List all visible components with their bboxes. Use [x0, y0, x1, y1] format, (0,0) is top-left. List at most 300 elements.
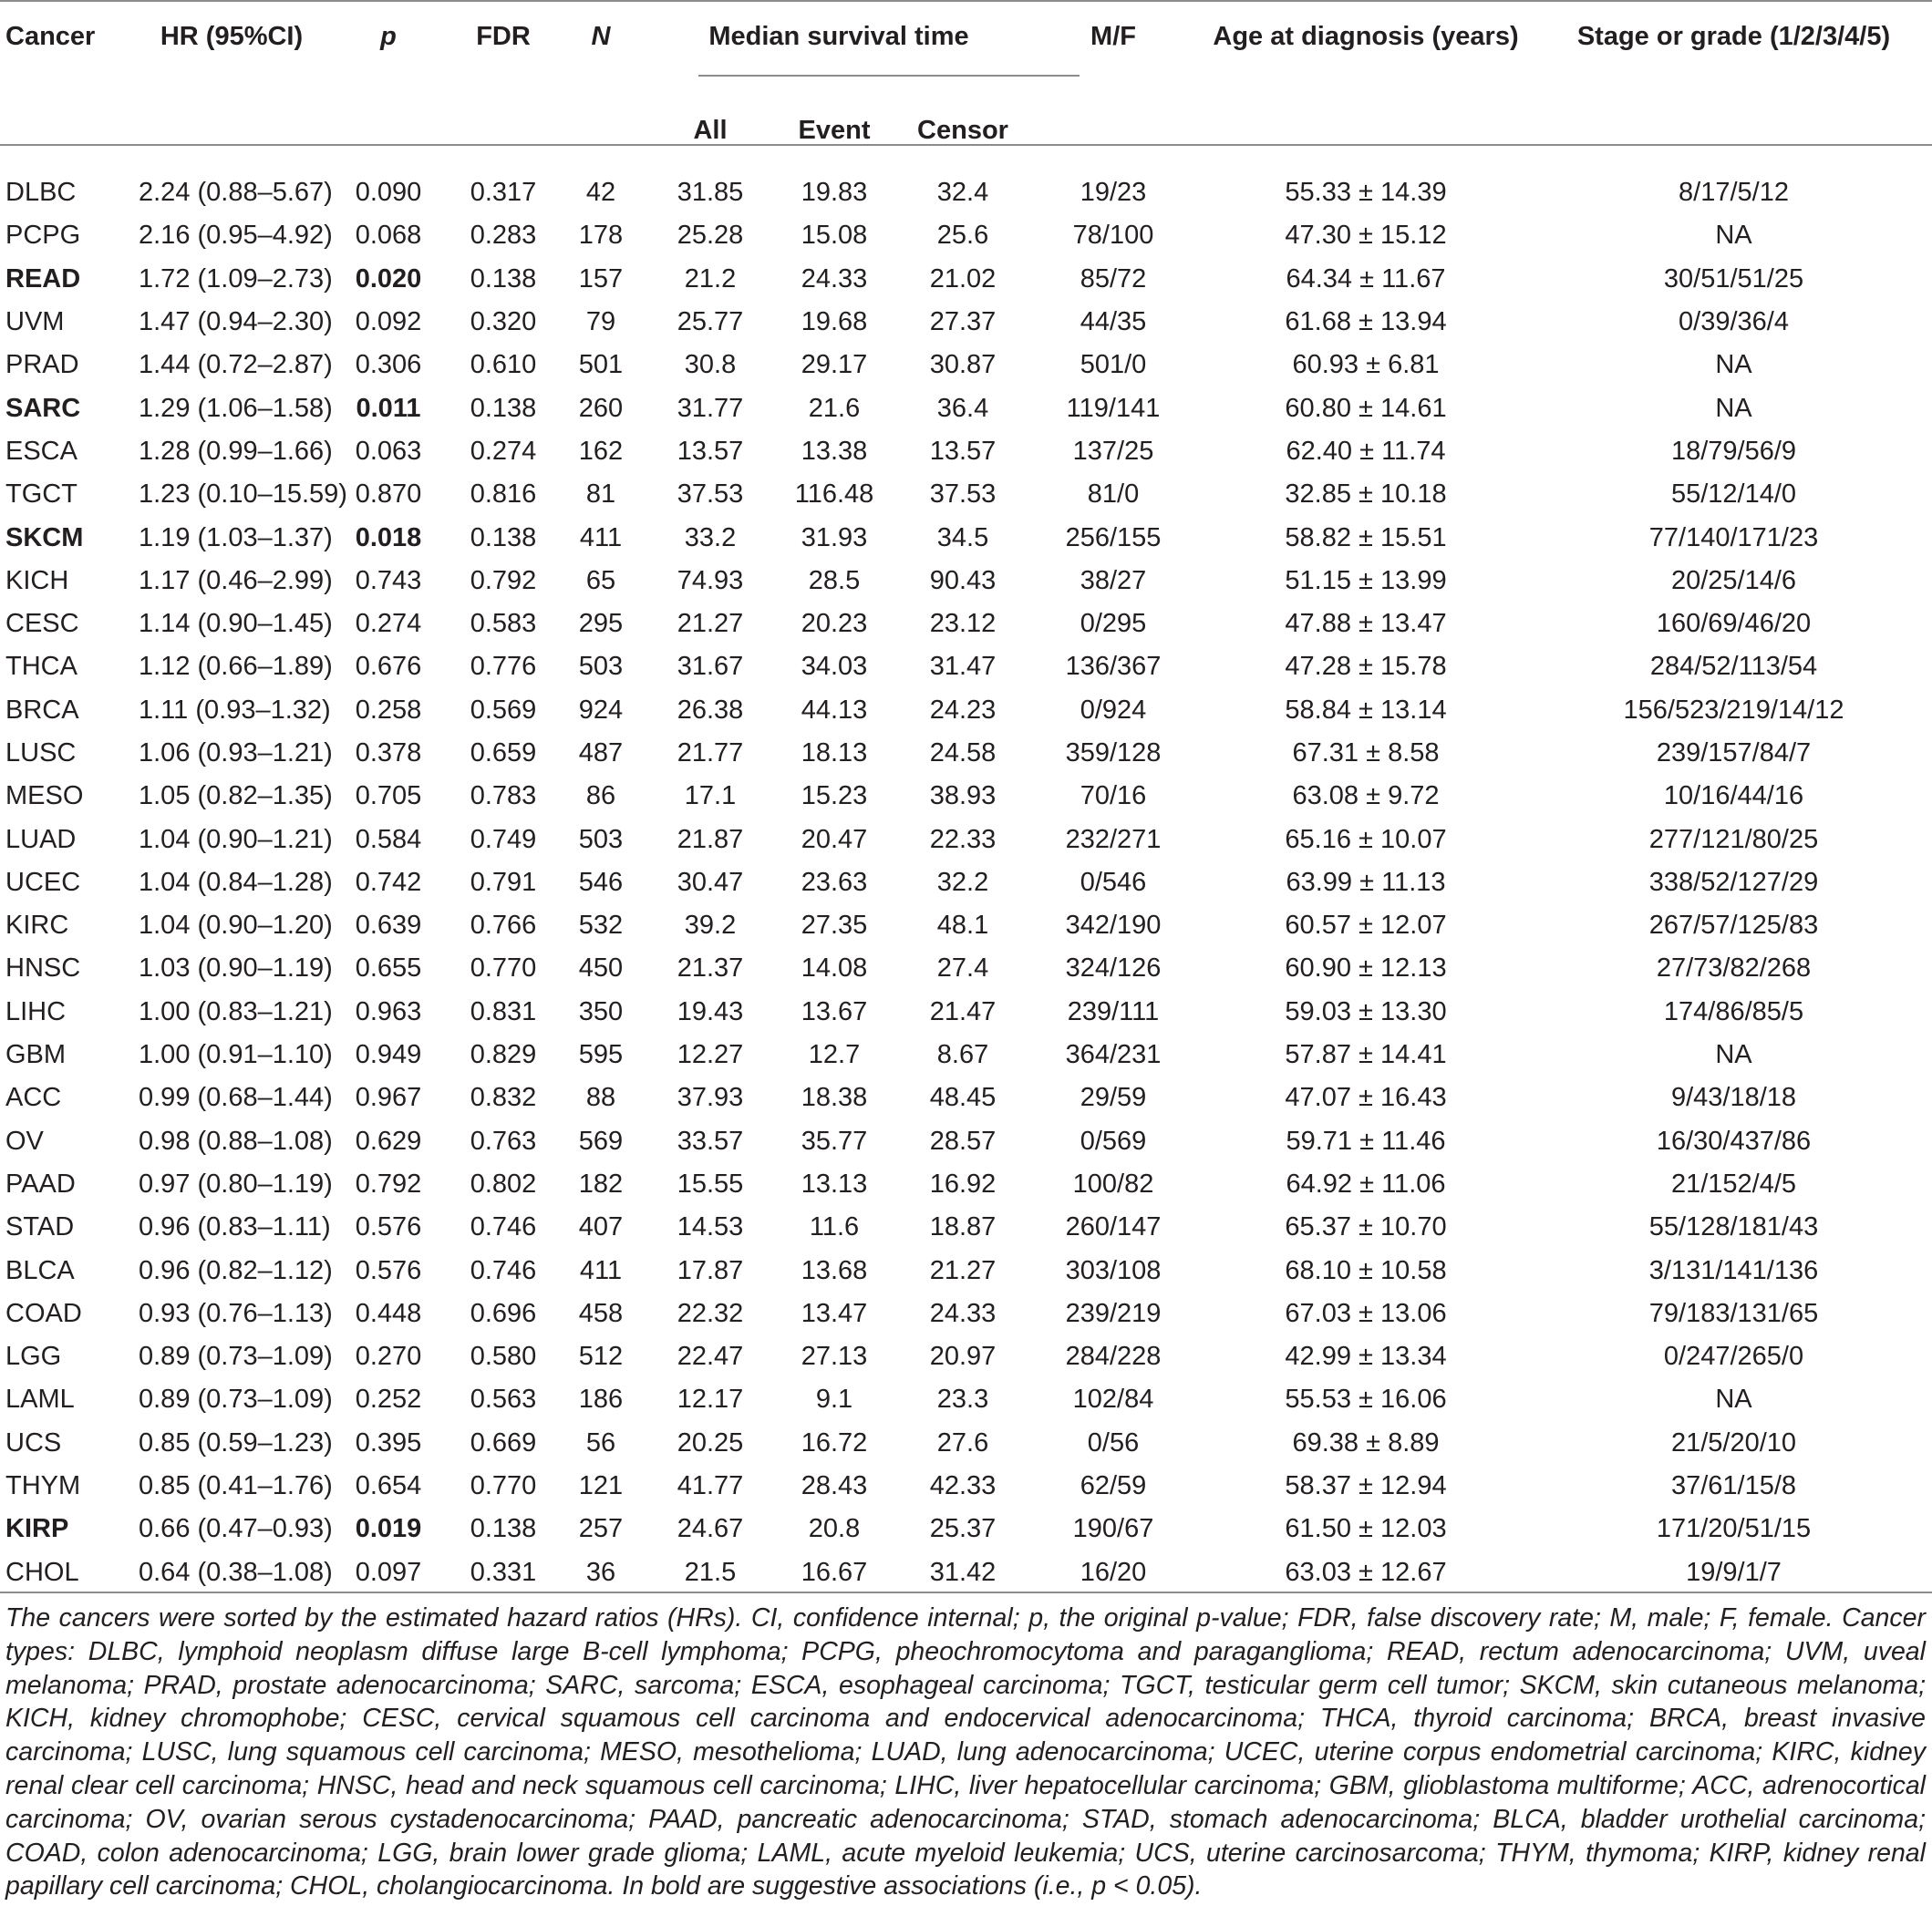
cell-all: 30.8: [684, 350, 737, 380]
cell-n: 595: [578, 1040, 624, 1070]
cell-mf: 342/190: [1065, 911, 1162, 941]
cell-censor: 30.87: [929, 350, 997, 380]
cell-censor: 32.4: [936, 178, 989, 208]
cell-stage: 18/79/56/9: [1670, 436, 1797, 466]
cell-event: 21.6: [808, 393, 861, 423]
cell-fdr: 0.770: [470, 1471, 537, 1501]
cell-hr: 0.85 (0.59–1.23): [139, 1427, 333, 1458]
cell-fdr: 0.283: [470, 221, 537, 251]
cell-n: 86: [585, 781, 616, 811]
cell-censor: 48.45: [929, 1083, 997, 1113]
cell-n: 411: [579, 522, 623, 552]
cell-all: 17.87: [677, 1255, 744, 1285]
cell-n: 56: [585, 1427, 616, 1458]
cell-censor: 31.42: [929, 1557, 997, 1587]
cell-fdr: 0.832: [470, 1083, 537, 1113]
table-row: [0, 258, 1932, 301]
cell-p: 0.274: [355, 609, 422, 639]
cell-mf: 324/126: [1065, 953, 1162, 984]
cell-hr: 1.23 (0.10–15.59): [139, 479, 347, 510]
cell-mf: 85/72: [1080, 263, 1147, 294]
cell-stage: 0/39/36/4: [1679, 307, 1789, 337]
cell-censor: 13.57: [929, 436, 997, 466]
cell-hr: 1.04 (0.84–1.28): [139, 867, 333, 897]
cell-stage: 174/86/85/5: [1663, 996, 1804, 1026]
cell-cancer: BRCA: [5, 695, 79, 725]
cell-n: 450: [578, 953, 624, 984]
cell-age: 65.37 ± 10.70: [1285, 1212, 1447, 1242]
cell-censor: 24.23: [929, 695, 997, 725]
cell-event: 27.13: [801, 1342, 868, 1372]
cell-age: 47.28 ± 15.78: [1285, 652, 1447, 682]
cell-hr: 1.04 (0.90–1.21): [139, 824, 333, 854]
cell-censor: 38.93: [929, 781, 997, 811]
table-row: [0, 1378, 1932, 1421]
cell-hr: 1.44 (0.72–2.87): [139, 350, 333, 380]
cell-event: 16.72: [801, 1427, 868, 1458]
table-row: [0, 1293, 1932, 1335]
table-row: [0, 603, 1932, 645]
header-median-survival: Median survival time: [708, 22, 969, 51]
cell-event: 31.93: [801, 522, 868, 552]
cell-stage: 16/30/437/86: [1656, 1126, 1812, 1156]
cell-event: 19.83: [801, 178, 868, 208]
cell-event: 9.1: [815, 1385, 853, 1415]
cell-age: 58.82 ± 15.51: [1285, 522, 1447, 552]
cell-mf: 303/108: [1065, 1255, 1162, 1285]
cell-stage: 171/20/51/15: [1656, 1514, 1812, 1544]
cell-n: 924: [578, 695, 624, 725]
table-row: [0, 430, 1932, 473]
cell-hr: 1.05 (0.82–1.35): [139, 781, 333, 811]
cell-all: 33.57: [677, 1126, 744, 1156]
cell-age: 47.30 ± 15.12: [1285, 221, 1447, 251]
cell-stage: NA: [1715, 1385, 1752, 1415]
cell-event: 116.48: [794, 479, 874, 510]
cell-all: 24.67: [677, 1514, 744, 1544]
cell-event: 13.13: [801, 1169, 868, 1199]
cell-age: 61.68 ± 13.94: [1285, 307, 1447, 337]
cell-hr: 1.04 (0.90–1.20): [139, 911, 333, 941]
cell-event: 18.38: [801, 1083, 868, 1113]
cell-cancer: PRAD: [5, 350, 79, 380]
cell-all: 21.87: [677, 824, 744, 854]
cell-mf: 19/23: [1080, 178, 1147, 208]
cell-p: 0.252: [355, 1385, 422, 1415]
cell-p: 0.018: [355, 522, 422, 552]
cell-mf: 136/367: [1065, 652, 1162, 682]
cell-all: 22.32: [677, 1298, 744, 1328]
cell-n: 260: [578, 393, 624, 423]
cell-all: 41.77: [677, 1471, 744, 1501]
cell-age: 55.53 ± 16.06: [1285, 1385, 1447, 1415]
cell-event: 16.67: [801, 1557, 868, 1587]
cell-all: 20.25: [677, 1427, 744, 1458]
table-row: [0, 516, 1932, 559]
cell-age: 47.88 ± 13.47: [1285, 609, 1447, 639]
cell-hr: 1.17 (0.46–2.99): [139, 565, 333, 595]
cell-age: 60.90 ± 12.13: [1285, 953, 1447, 984]
cell-hr: 1.29 (1.06–1.58): [139, 393, 333, 423]
cell-mf: 16/20: [1080, 1557, 1147, 1587]
cell-fdr: 0.696: [470, 1298, 537, 1328]
cell-mf: 232/271: [1065, 824, 1162, 854]
table-body: [0, 166, 1932, 1594]
cell-n: 42: [585, 178, 616, 208]
cell-p: 0.395: [355, 1427, 422, 1458]
cell-all: 31.85: [677, 178, 744, 208]
cell-cancer: LIHC: [5, 996, 67, 1026]
cell-censor: 21.02: [929, 263, 997, 294]
table-row: [0, 1422, 1932, 1465]
cell-event: 18.13: [801, 738, 868, 768]
header-age: Age at diagnosis (years): [1213, 22, 1519, 51]
cell-fdr: 0.746: [470, 1255, 537, 1285]
cell-censor: 31.47: [929, 652, 997, 682]
cell-all: 13.57: [677, 436, 744, 466]
cell-event: 28.43: [801, 1471, 868, 1501]
table-row: [0, 732, 1932, 775]
cell-hr: 2.24 (0.88–5.67): [139, 178, 333, 208]
cell-age: 62.40 ± 11.74: [1286, 436, 1446, 466]
cell-all: 14.53: [677, 1212, 744, 1242]
cell-p: 0.742: [355, 867, 422, 897]
cell-hr: 0.89 (0.73–1.09): [139, 1385, 333, 1415]
cell-fdr: 0.749: [470, 824, 537, 854]
cell-cancer: READ: [5, 263, 81, 294]
cell-event: 34.03: [801, 652, 868, 682]
header-n: N: [591, 22, 611, 51]
cell-p: 0.378: [355, 738, 422, 768]
cell-p: 0.639: [355, 911, 422, 941]
cell-p: 0.584: [355, 824, 422, 854]
cell-censor: 27.37: [929, 307, 997, 337]
table-row: [0, 473, 1932, 516]
cell-hr: 0.96 (0.83–1.11): [139, 1212, 331, 1242]
cell-hr: 1.12 (0.66–1.89): [139, 652, 333, 682]
cell-censor: 24.33: [929, 1298, 997, 1328]
cell-cancer: SARC: [5, 393, 81, 423]
cell-mf: 119/141: [1066, 393, 1161, 423]
cell-event: 23.63: [801, 867, 868, 897]
cell-censor: 18.87: [929, 1212, 997, 1242]
cell-n: 65: [585, 565, 616, 595]
table-row: [0, 1120, 1932, 1163]
cell-stage: 30/51/51/25: [1663, 263, 1804, 294]
header-hr: HR (95%CI): [160, 22, 304, 51]
cell-fdr: 0.669: [470, 1427, 537, 1458]
cell-stage: 55/128/181/43: [1648, 1212, 1819, 1242]
cell-mf: 44/35: [1080, 307, 1147, 337]
cell-n: 186: [578, 1385, 624, 1415]
cell-cancer: LUSC: [5, 738, 77, 768]
cell-n: 350: [578, 996, 624, 1026]
cell-age: 42.99 ± 13.34: [1285, 1342, 1447, 1372]
cell-p: 0.020: [355, 263, 422, 294]
header-cancer: Cancer: [5, 22, 96, 51]
cell-mf: 38/27: [1080, 565, 1147, 595]
cell-mf: 190/67: [1072, 1514, 1154, 1544]
cell-cancer: LGG: [5, 1342, 62, 1372]
cell-age: 32.85 ± 10.18: [1285, 479, 1447, 510]
table-row: [0, 1551, 1932, 1594]
table-footnote: The cancers were sorted by the estimated hazard ratios (HRs). CI, confidence internal; p, the original p-value; FDR, false discovery rate; M, male; F, female. Cancer types: DLBC, lymphoid neoplasm diffuse large B-cell lymphoma; PCPG, pheochromocytoma and paraganglioma; READ, rectum adenocarcinoma; UVM, uveal melanoma; PRAD, prostate adenocarcinoma; SARC, sarcoma; ESCA, esophageal carcinoma; TGCT, testicular germ cell tumor; SKCM, skin cutaneous melanoma; KICH, kidney chromophobe; CESC, cervical squamous cell carcinoma and endocervical adenocarcinoma; THCA, thyroid carcinoma; BRCA, breast invasive carcinoma; LUSC, lung squamous cell carcinoma; MESO, mesothelioma; LUAD, lung adenocarcinoma; UCEC, uterine corpus endometrial carcinoma; KIRC, kidney renal clear cell carcinoma; HNSC, head and neck squamous cell carcinoma; LIHC, liver hepatocellular carcinoma; GBM, glioblastoma multiforme; ACC, adrenocortical carcinoma; OV, ovarian serous cystadenocarcinoma; PAAD, pancreatic adenocarcinoma; STAD, stomach adenocarcinoma; BLCA, bladder urothelial carcinoma; COAD, colon adenocarcinoma; LGG, brain lower grade glioma; LAML, acute myeloid leukemia; UCS, uterine carcinosarcoma; THYM, thymoma; KIRP, kidney renal papillary cell carcinoma; CHOL, cholangiocarcinoma. In bold are suggestive associations (i.e., p < 0.05).: [5, 1603, 1926, 1901]
cell-stage: 20/25/14/6: [1670, 565, 1797, 595]
cell-n: 501: [578, 350, 624, 380]
cell-event: 27.35: [801, 911, 868, 941]
cell-age: 59.71 ± 11.46: [1286, 1126, 1446, 1156]
cell-age: 67.31 ± 8.58: [1292, 738, 1440, 768]
cell-stage: 21/5/20/10: [1670, 1427, 1797, 1458]
cell-all: 31.77: [677, 393, 744, 423]
cell-stage: 79/183/131/65: [1648, 1298, 1819, 1328]
cell-censor: 27.6: [936, 1427, 989, 1458]
cell-stage: 37/61/15/8: [1670, 1471, 1797, 1501]
cell-age: 63.03 ± 12.67: [1285, 1557, 1447, 1587]
cell-hr: 1.00 (0.91–1.10): [139, 1040, 333, 1070]
cell-cancer: UCEC: [5, 867, 81, 897]
cell-p: 0.019: [355, 1514, 422, 1544]
cell-censor: 32.2: [936, 867, 989, 897]
cell-stage: 239/157/84/7: [1656, 738, 1812, 768]
cell-age: 65.16 ± 10.07: [1285, 824, 1447, 854]
cell-n: 569: [578, 1126, 624, 1156]
cell-n: 81: [585, 479, 616, 510]
cell-p: 0.011: [356, 393, 421, 423]
cell-fdr: 0.331: [470, 1557, 537, 1587]
cell-p: 0.306: [355, 350, 422, 380]
cell-cancer: KIRC: [5, 911, 69, 941]
cell-age: 58.37 ± 12.94: [1285, 1471, 1447, 1501]
cell-cancer: COAD: [5, 1298, 82, 1328]
cell-p: 0.963: [355, 996, 422, 1026]
cell-age: 69.38 ± 8.89: [1292, 1427, 1440, 1458]
cell-mf: 62/59: [1080, 1471, 1147, 1501]
cell-stage: NA: [1715, 350, 1752, 380]
cell-age: 51.15 ± 13.99: [1285, 565, 1447, 595]
cell-event: 11.6: [809, 1212, 860, 1242]
cell-cancer: OV: [5, 1126, 44, 1156]
cell-mf: 364/231: [1065, 1040, 1162, 1070]
cell-all: 22.47: [677, 1342, 744, 1372]
cell-censor: 21.27: [929, 1255, 997, 1285]
cell-n: 546: [578, 867, 624, 897]
cell-mf: 359/128: [1065, 738, 1162, 768]
cell-hr: 1.19 (1.03–1.37): [139, 522, 333, 552]
cell-event: 15.08: [801, 221, 868, 251]
table-row: [0, 1465, 1932, 1508]
table-row: [0, 689, 1932, 732]
cell-mf: 284/228: [1065, 1342, 1162, 1372]
cell-stage: 10/16/44/16: [1663, 781, 1804, 811]
cell-censor: 90.43: [929, 565, 997, 595]
cell-stage: 27/73/82/268: [1656, 953, 1812, 984]
cell-n: 157: [578, 263, 624, 294]
cell-all: 19.43: [677, 996, 744, 1026]
cell-cancer: GBM: [5, 1040, 67, 1070]
cell-all: 30.47: [677, 867, 744, 897]
cell-hr: 0.93 (0.76–1.13): [139, 1298, 333, 1328]
cell-stage: NA: [1715, 1040, 1752, 1070]
cell-event: 13.67: [801, 996, 868, 1026]
cell-p: 0.654: [355, 1471, 422, 1501]
header-event: Event: [798, 115, 871, 145]
cell-censor: 25.6: [936, 221, 989, 251]
table-row: [0, 1163, 1932, 1206]
cell-stage: 9/43/18/18: [1670, 1083, 1797, 1113]
cell-event: 12.7: [808, 1040, 861, 1070]
cell-n: 411: [579, 1255, 623, 1285]
cell-mf: 256/155: [1065, 522, 1162, 552]
cell-fdr: 0.610: [470, 350, 537, 380]
cell-cancer: STAD: [5, 1212, 75, 1242]
cell-mf: 70/16: [1080, 781, 1147, 811]
cell-mf: 501/0: [1080, 350, 1147, 380]
cell-censor: 16.92: [929, 1169, 997, 1199]
cell-p: 0.576: [355, 1212, 422, 1242]
cell-n: 121: [578, 1471, 624, 1501]
cell-n: 407: [578, 1212, 624, 1242]
cell-mf: 0/56: [1087, 1427, 1140, 1458]
cell-event: 44.13: [801, 695, 868, 725]
cell-event: 15.23: [801, 781, 868, 811]
cell-stage: 55/12/14/0: [1670, 479, 1797, 510]
cell-n: 178: [578, 221, 624, 251]
cell-fdr: 0.831: [470, 996, 537, 1026]
cell-all: 21.27: [677, 609, 744, 639]
cell-event: 13.38: [801, 436, 868, 466]
cell-censor: 28.57: [929, 1126, 997, 1156]
cell-mf: 260/147: [1065, 1212, 1162, 1242]
cell-stage: 156/523/219/14/12: [1623, 695, 1844, 725]
cell-mf: 0/295: [1080, 609, 1147, 639]
header-censor: Censor: [917, 115, 1008, 145]
cell-fdr: 0.274: [470, 436, 537, 466]
table-row: [0, 1508, 1932, 1551]
cell-age: 60.93 ± 6.81: [1292, 350, 1440, 380]
cell-n: 88: [585, 1083, 616, 1113]
cell-age: 60.57 ± 12.07: [1285, 911, 1447, 941]
cell-mf: 78/100: [1072, 221, 1154, 251]
cell-age: 55.33 ± 14.39: [1285, 178, 1447, 208]
cell-cancer: MESO: [5, 781, 84, 811]
cell-censor: 8.67: [936, 1040, 989, 1070]
cell-n: 503: [578, 824, 624, 854]
cell-hr: 0.85 (0.41–1.76): [139, 1471, 333, 1501]
cell-p: 0.655: [355, 953, 422, 984]
cell-stage: 267/57/125/83: [1648, 911, 1819, 941]
cell-fdr: 0.569: [470, 695, 537, 725]
cell-mf: 29/59: [1080, 1083, 1147, 1113]
cell-fdr: 0.783: [470, 781, 537, 811]
cell-cancer: TGCT: [5, 479, 77, 510]
table-row: [0, 1034, 1932, 1077]
table-row: [0, 166, 1932, 214]
cell-stage: 77/140/171/23: [1648, 522, 1819, 552]
cell-p: 0.870: [355, 479, 422, 510]
cell-hr: 0.64 (0.38–1.08): [139, 1557, 333, 1587]
cell-fdr: 0.320: [470, 307, 537, 337]
cell-mf: 102/84: [1072, 1385, 1154, 1415]
cell-censor: 34.5: [936, 522, 989, 552]
cell-censor: 37.53: [929, 479, 997, 510]
header-mf: M/F: [1090, 22, 1136, 51]
cell-fdr: 0.746: [470, 1212, 537, 1242]
cell-fdr: 0.770: [470, 953, 537, 984]
cell-fdr: 0.792: [470, 565, 537, 595]
cell-all: 15.55: [677, 1169, 744, 1199]
cell-fdr: 0.776: [470, 652, 537, 682]
cell-n: 182: [578, 1169, 624, 1199]
cell-all: 21.2: [684, 263, 737, 294]
cell-n: 458: [578, 1298, 624, 1328]
cell-fdr: 0.138: [470, 393, 537, 423]
header-p: p: [380, 22, 397, 51]
cell-censor: 20.97: [929, 1342, 997, 1372]
cell-stage: 338/52/127/29: [1648, 867, 1819, 897]
cell-n: 36: [585, 1557, 616, 1587]
cell-event: 13.47: [801, 1298, 868, 1328]
cell-p: 0.576: [355, 1255, 422, 1285]
cell-mf: 239/111: [1067, 996, 1160, 1026]
cell-censor: 23.3: [936, 1385, 989, 1415]
cell-cancer: KIRP: [5, 1514, 69, 1544]
cell-cancer: BLCA: [5, 1255, 75, 1285]
cell-event: 14.08: [801, 953, 868, 984]
cell-hr: 0.98 (0.88–1.08): [139, 1126, 333, 1156]
cell-age: 58.84 ± 13.14: [1285, 695, 1447, 725]
cell-cancer: CHOL: [5, 1557, 79, 1587]
cell-hr: 1.14 (0.90–1.45): [139, 609, 333, 639]
cell-event: 20.47: [801, 824, 868, 854]
cell-censor: 22.33: [929, 824, 997, 854]
cell-censor: 48.1: [936, 911, 989, 941]
cell-stage: 8/17/5/12: [1679, 178, 1789, 208]
cell-n: 162: [578, 436, 624, 466]
cell-n: 503: [578, 652, 624, 682]
cell-cancer: SKCM: [5, 522, 84, 552]
cell-cancer: UVM: [5, 307, 65, 337]
cell-censor: 42.33: [929, 1471, 997, 1501]
cell-stage: 277/121/80/25: [1648, 824, 1819, 854]
cell-p: 0.258: [355, 695, 422, 725]
cell-age: 60.80 ± 14.61: [1285, 393, 1447, 423]
cell-cancer: ACC: [5, 1083, 62, 1113]
header-all: All: [693, 115, 728, 145]
cell-n: 487: [578, 738, 624, 768]
table-row: [0, 775, 1932, 818]
cell-mf: 0/924: [1080, 695, 1147, 725]
cell-fdr: 0.563: [470, 1385, 537, 1415]
cell-all: 37.93: [677, 1083, 744, 1113]
cell-n: 257: [578, 1514, 624, 1544]
cell-p: 0.629: [355, 1126, 422, 1156]
cell-hr: 0.66 (0.47–0.93): [139, 1514, 333, 1544]
cell-mf: 0/546: [1080, 867, 1147, 897]
cell-cancer: PCPG: [5, 221, 81, 251]
cell-hr: 1.72 (1.09–2.73): [139, 263, 333, 294]
cell-p: 0.090: [355, 178, 422, 208]
cell-cancer: KICH: [5, 565, 69, 595]
cell-p: 0.743: [355, 565, 422, 595]
cell-p: 0.448: [355, 1298, 422, 1328]
cell-hr: 0.99 (0.68–1.44): [139, 1083, 333, 1113]
table-row: [0, 560, 1932, 603]
cell-event: 13.68: [801, 1255, 868, 1285]
cell-hr: 0.89 (0.73–1.09): [139, 1342, 333, 1372]
cell-cancer: UCS: [5, 1427, 62, 1458]
cell-age: 61.50 ± 12.03: [1285, 1514, 1447, 1544]
